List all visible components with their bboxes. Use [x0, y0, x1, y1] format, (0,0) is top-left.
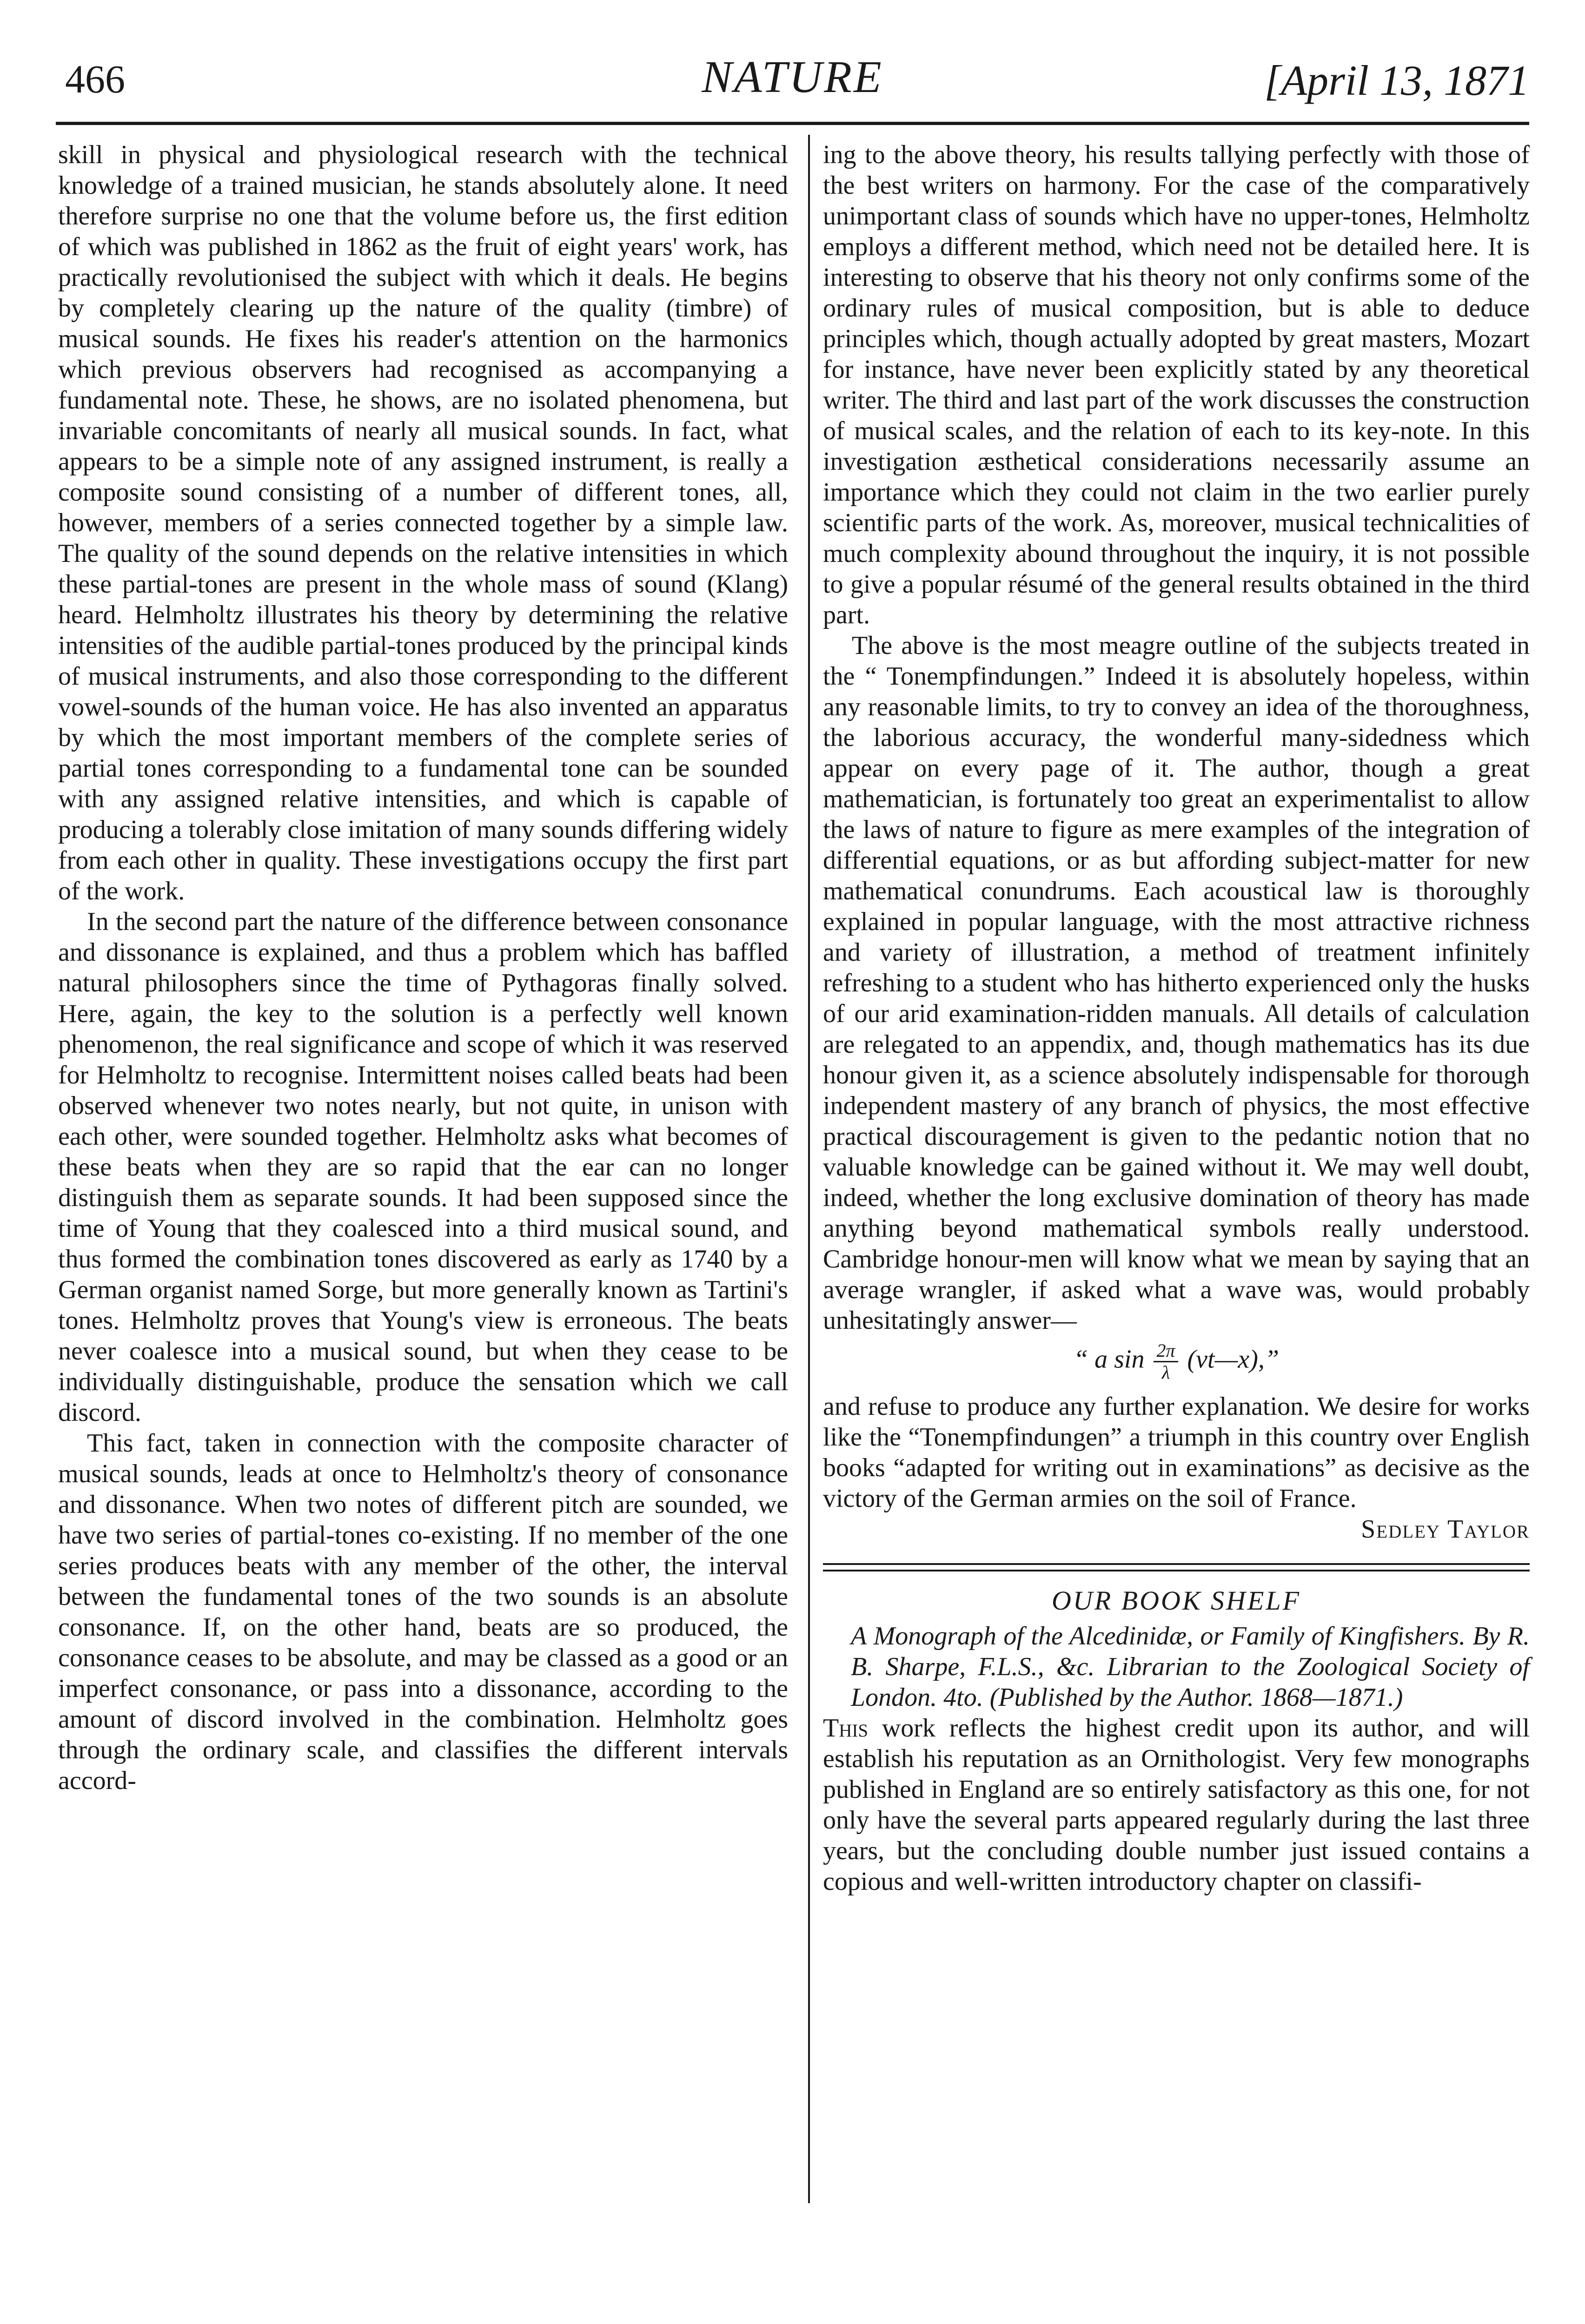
formula-numerator: 2π [1154, 1340, 1178, 1362]
book-citation-text: A Monograph of the Alcedinidæ, or Family of Kingfishers. By R. B. Sharpe, F.L.S., &c. Librarian to the Zoological Society of London. 4to. (Published by the Author. 1868—1871.) [851, 1622, 1530, 1712]
formula-fraction [1154, 1340, 1178, 1383]
author-signature: Sedley Taylor [1361, 1515, 1530, 1544]
right-paragraph-3: and refuse to produce any further explanation. We desire for works like the “Tonempfindungen” a triumph in this country over English books “adapted for writing out in examinations” as decisive as the victory of the German armies on the soil of France. [823, 1392, 1530, 1513]
left-column [58, 139, 788, 1796]
review-text: work reflects the highest credit upon its author, and will establish his reputation as an Ornithologist. Very few monographs published in England are so entirely satisfactory as this one, for not only have the several parts appeared regularly during the last three years, but the concluding double number just issued contains a copious and well-written introductory chapter on classifi- [823, 1714, 1530, 1896]
column-divider [808, 135, 810, 2203]
right-paragraph-2: The above is the most meagre outline of the subjects treated in the “ Tonempfindungen.” Indeed it is absolutely hopeless, within any reasonable limits, to try to convey an idea of the thoroughness, the laborious accuracy, the wonderful many-sidedness which appear on every page of it. The author, though a great mathematician, is fortunately too great an experimentalist to allow the laws of nature to figure as mere examples of the integration of differential equations, or as but affording subject-matter for new mathematical conundrums. Each acoustical law is thoroughly explained in popular language, with the most attractive richness and variety of illustration, a method of treatment infinitely refreshing to a student who has hitherto experienced only the husks of our arid examination-ridden manuals. All details of calculation are relegated to an appendix, and, though mathematics has its due honour given it, as a science absolutely indispensable for thorough independent mastery of any branch of physics, the most effective practical discouragement is given to the pedantic notion that no valuable knowledge can be gained without it. We may well doubt, indeed, whether the long exclusive domination of theory has made anything beyond mathematical symbols really understood. Cambridge honour-men will know what we mean by saying that an average wrangler, if asked what a wave was, would probably unhesitatingly answer— [823, 631, 1530, 1335]
wave-formula [823, 1340, 1530, 1383]
left-paragraph-1: skill in physical and physiological research with the technical knowledge of a trained musician, he stands absolutely alone. It need therefore surprise no one that the volume before us, the first edition of which was published in 1862 as the fruit of eight years' work, has practically revolutionised the subject with which it deals. He begins by completely clearing up the nature of the quality (timbre) of musical sounds. He fixes his reader's attention on the harmonics which previous observers had recognised as accompanying a fundamental note. These, he shows, are no isolated phenomena, but invariable concomitants of nearly all musical sounds. In fact, what appears to be a simple note of any assigned instrument, is really a composite sound consisting of a number of different tones, all, however, members of a series connected together by a simple law. The quality of the sound depends on the relative intensities in which these partial-tones are present in the whole mass of sound (Klang) heard. Helmholtz illustrates his theory by determining the relative intensities of the audible partial-tones produced by the principal kinds of musical instruments, and also those corresponding to the different vowel-sounds of the human voice. He has also invented an apparatus by which the most important members of the complete series of partial tones corresponding to a fundamental tone can be sounded with any assigned relative intensities, and which is capable of producing a tolerably close imitation of many sounds differing widely from each other in quality. These investigations occupy the first part of the work. [58, 140, 788, 905]
issue-date: [April 13, 1871 [1264, 57, 1529, 104]
header-rule [56, 122, 1529, 125]
section-title: OUR BOOK SHELF [1051, 1585, 1301, 1616]
right-column [823, 139, 1530, 1897]
right-paragraph-1: ing to the above theory, his results tallying perfectly with those of the best writers on harmony. For the case of the comparatively unimportant class of sounds which have no upper-tones, Helmholtz employs a different method, which need not be detailed here. It is interesting to observe that his theory not only confirms some of the ordinary rules of musical composition, but is able to deduce principles which, though actually adopted by great masters, Mozart for instance, have never been explicitly stated by any theoretical writer. The third and last part of the work discusses the construction of musical scales, and the relation of each to its key-note. In this investigation æsthetical considerations necessarily assume an importance which they could not claim in the two earlier purely scientific parts of the work. As, moreover, musical technicalities of much complexity abound throughout the inquiry, it is not possible to give a popular résumé of the general results obtained in the third part. [823, 140, 1530, 629]
review-lead-word: This [823, 1714, 869, 1743]
left-paragraph-3: This fact, taken in connection with the composite character of musical sounds, leads at once to Helmholtz's theory of consonance and dissonance. When two notes of different pitch are sounded, we have two series of partial-tones co-existing. If no member of the one series produces beats with any member of the other, the interval between the fundamental tones of the two sounds is an absolute consonance. If, on the other hand, beats are so produced, the consonance ceases to be absolute, and may be classed as a good or an imperfect consonance, or pass into a dissonance, according to the amount of discord involved in the combination. Helmholtz goes through the ordinary scale, and classifies the different intervals accord- [58, 1429, 788, 1795]
formula-denominator: λ [1161, 1362, 1170, 1383]
formula-right: (vt—x),” [1187, 1345, 1280, 1374]
journal-title: NATURE [702, 52, 883, 102]
left-paragraph-2: In the second part the nature of the difference between consonance and dissonance is explained, and thus a problem which has baffled natural philosophers since the time of Pythagoras finally solved. Here, again, the key to the solution is a perfectly well known phenomenon, the real significance and scope of which it was reserved for Helmholtz to recognise. Intermittent noises called beats had been observed whenever two notes nearly, but not quite, in unison with each other, were sounded together. Helmholtz asks what becomes of these beats when they are so rapid that the ear can no longer distinguish them as separate sounds. It had been supposed since the time of Young that they coalesced into a third musical sound, and thus formed the combination tones discovered as early as 1740 by a German organist named Sorge, but more generally known as Tartini's tones. Helmholtz proves that Young's view is erroneous. The beats never coalesce into a musical sound, but when they cease to be individually distinguishable, produce the sensation which we call discord. [58, 907, 788, 1427]
book-citation [823, 1621, 1530, 1713]
book-review-paragraph [823, 1713, 1530, 1897]
page-number: 466 [65, 57, 125, 101]
formula-left: “ a sin [1073, 1345, 1145, 1374]
page-header [56, 51, 1529, 125]
section-divider [823, 1563, 1530, 1571]
